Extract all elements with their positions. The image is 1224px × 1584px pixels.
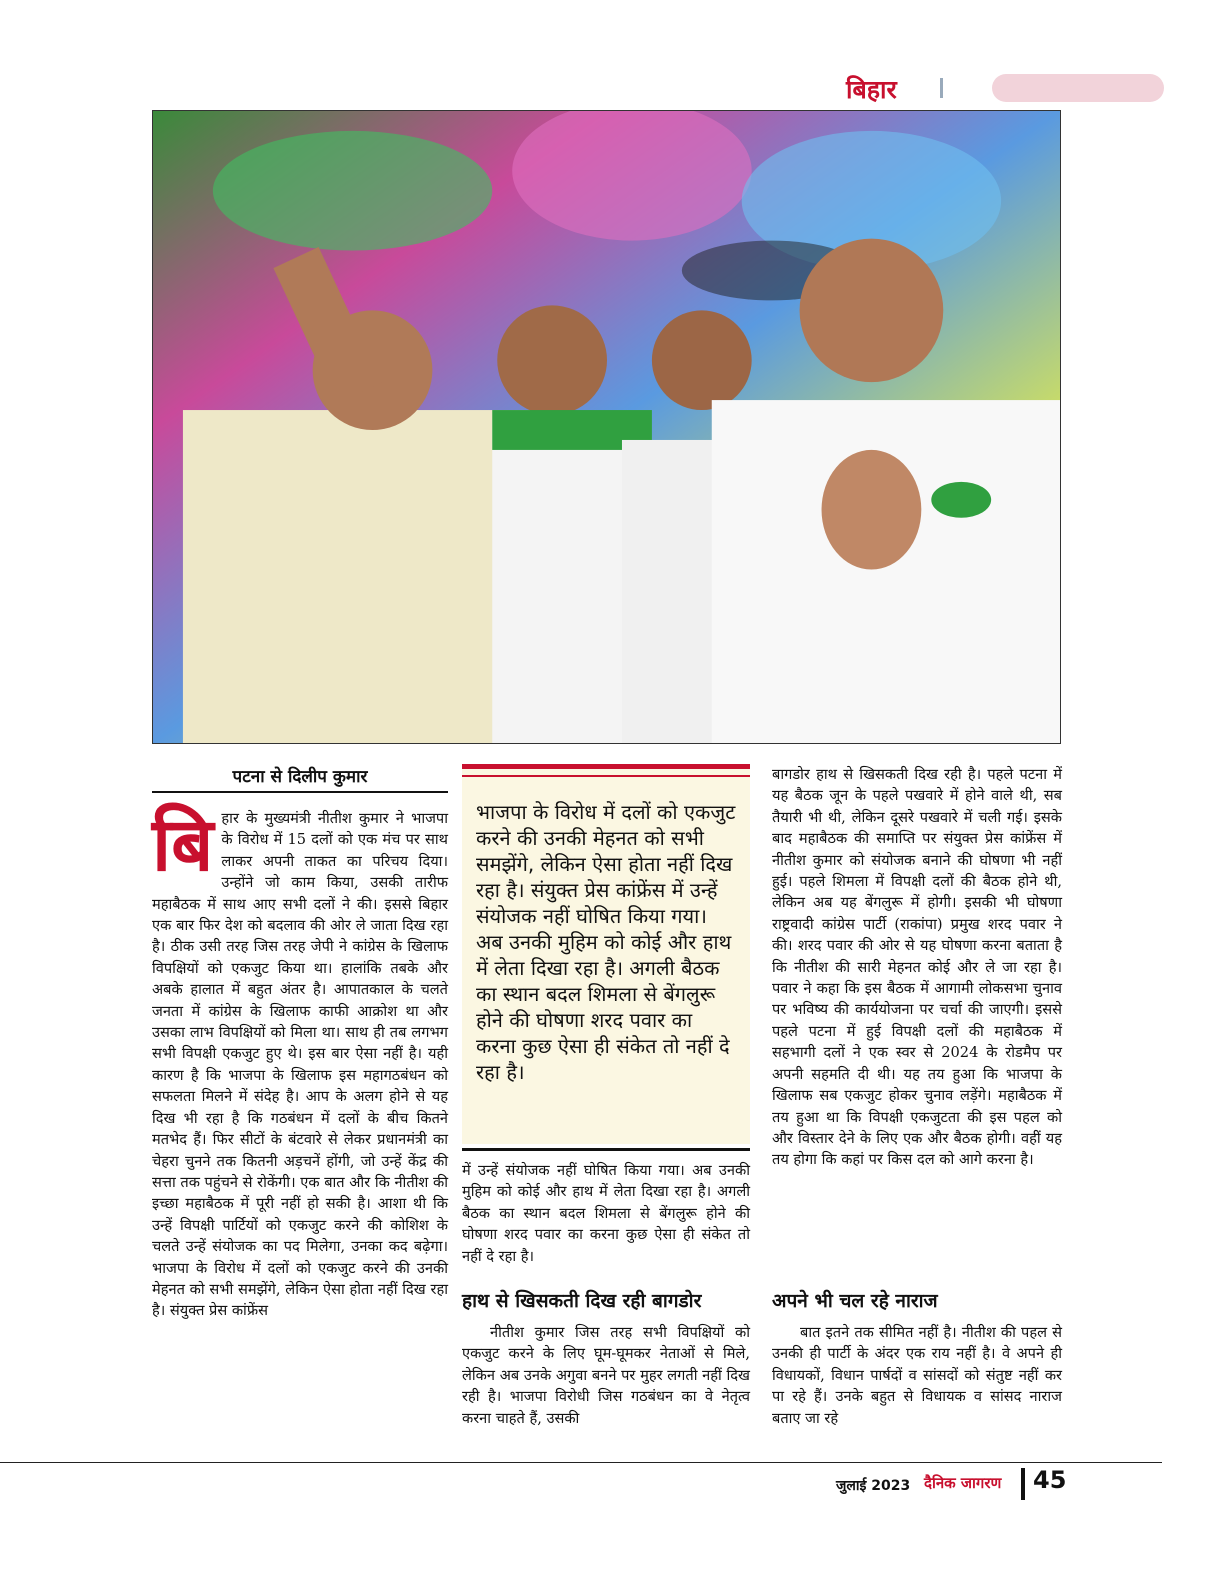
- pull-quote-box: [462, 764, 750, 1144]
- article-column-3-bottom: [772, 1322, 1062, 1429]
- section-label: बिहार: [846, 75, 897, 104]
- article-photo: [152, 110, 1061, 744]
- footer-divider: [1021, 1468, 1025, 1500]
- article-paragraph: बात इतने तक सीमित नहीं है। नीतीश की पहल से उनकी ही पार्टी के अंदर एक राय नहीं है। वे अपने ही विधायकों, विधान पार्षदों व सांसदों को संतुष्ट नहीं कर पा रहे हैं। उनके बहुत से विधायक व सांसद नाराज बताए जा रहे: [772, 1324, 1062, 1427]
- header-decoration: [992, 74, 1164, 102]
- article-column-1: [152, 802, 448, 1322]
- article-paragraph: में उन्हें संयोजक नहीं घोषित किया गया। अब उनकी मुहिम को कोई और हाथ में लेता दिखा रहा है। अगली बैठक का स्थान बदल शिमला से बेंगलुरू होने की घोषणा शरद पवार का करना कुछ ऐसा ही संकेत तो नहीं दे रहा है।: [462, 1162, 750, 1265]
- article-paragraph: बागडोर हाथ से खिसकती दिख रही है। पहले पटना में यह बैठक जून के पहले पखवारे में होने वाले थी, सब तैयारी भी थी, लेकिन दूसरे पखवारे में चली गई। इसके बाद महाबैठक की समाप्ति पर संयुक्त प्रेस कांफ्रेंस में नीतीश कुमार को संयोजक बनाने की घोषणा भी नहीं हुई। पहले शिमला में विपक्षी दलों की बैठक होने थी, लेकिन अब यह बेंगलुरू में होगी। इसकी भी घोषणा राष्ट्रवादी कांग्रेस पार्टी (राकांपा) प्रमुख शरद पवार ने की। शरद पवार की ओर से यह घोषणा करना बताता है कि नीतीश की सारी मेहनत कोई और ले जा रहा है। पवार ने कहा कि इस बैठक में आगामी लोकसभा चुनाव पर भविष्य की कार्ययोजना पर चर्चा की जाएगी। इससे पहले पटना में हुई विपक्षी दलों की महाबैठक में सहभागी दलों ने एक स्वर से 2024 के रोडमैप पर अपनी सहमति दी थी। यह तय हुआ कि भाजपा के खिलाफ सब एकजुट होकर चुनाव लड़ेंगे। महाबैठक में तय हुआ था कि विपक्षी एकजुटता की इस पहल को और विस्तार देने के लिए एक और बैठक होगी। वहीं यह तय होगा कि कहां पर किस दल को आगे करना है।: [772, 766, 1062, 1169]
- article-paragraph: नीतीश कुमार जिस तरह सभी विपक्षियों को एकजुट करने के लिए घूम-घूमकर नेताओं से मिले, लेकिन अब उनके अगुवा बनने पर मुहर लगती नहीं दिख रही है। भाजपा विरोधी जिस गठबंधन का वे नेतृत्व करना चाहते हैं, उसकी: [462, 1324, 750, 1427]
- page-number: 45: [1033, 1466, 1067, 1494]
- pull-quote: भाजपा के विरोध में दलों को एकजुट करने की उनकी मेहनत को सभी समझेंगे, लेकिन ऐसा होता नहीं दिख रहा है। संयुक्त प्रेस कांफ्रेंस में उन्हें संयोजक नहीं घोषित किया गया। अब उनकी मुहिम को कोई और हाथ में लेता दिखा रहा है। अगली बैठक का स्थान बदल शिमला से बेंगलुरू होने की घोषणा शरद पवार का करना कुछ ऐसा ही संकेत तो नहीं दे रहा है।: [476, 800, 736, 1084]
- publication-logo: दैनिक जागरण: [924, 1474, 1002, 1492]
- header-divider: [940, 78, 943, 98]
- article-column-3-top: [772, 764, 1062, 1171]
- photo-illustration: [153, 111, 1060, 743]
- subheading: अपने भी चल रहे नाराज: [772, 1290, 938, 1312]
- subheading: हाथ से खिसकती दिख रही बागडोर: [462, 1290, 702, 1312]
- issue-date: जुलाई 2023: [836, 1478, 911, 1494]
- article-paragraph: हार के मुख्यमंत्री नीतीश कुमार ने भाजपा के विरोध में 15 दलों को एक मंच पर साथ लाकर अपनी ताकत का परिचय दिया। उन्होंने जो काम किया, उसकी तारीफ महाबैठक में साथ आए सभी दलों ने की। इससे बिहार एक बार फिर देश को बदलाव की ओर ले जाता दिख रहा है। ठीक उसी तरह जिस तरह जेपी ने कांग्रेस के खिलाफ विपक्षियों को एकजुट किया था। हालांकि तबके और अबके हालात में बहुत अंतर है। आपातकाल के चलते जनता में कांग्रेस के खिलाफ काफी आक्रोश था और उसका लाभ विपक्षियों को मिला था। साथ ही तब लगभग सभी विपक्षी एकजुट हुए थे। इस बार ऐसा नहीं है। यही कारण है कि भाजपा के खिलाफ इस महागठबंधन को सफलता मिलने में संदेह है। आप के अलग होने से यह दिख भी रहा है कि गठबंधन में दलों के बीच कितने मतभेद हैं। फिर सीटों के बंटवारे से लेकर प्रधानमंत्री का चेहरा चुनने तक कितनी अड़चनें होंगी, जो उन्हें केंद्र की सत्ता तक पहुंचने से रोकेंगी। एक बात और कि नीतीश की इच्छा महाबैठक में पूरी नहीं हो सकी है। आशा थी कि उन्हें विपक्षी पार्टियों को एकजुट करने की कोशिश के चलते उन्हें संयोजक का पद मिलेगा, उनका कद बढ़ेगा। भाजपा के विरोध में दलों को एकजुट करने की उनकी मेहनत को सभी समझेंगे, लेकिन ऐसा होता नहीं दिख रहा है। संयुक्त प्रेस कांफ्रेंस: [152, 810, 448, 1320]
- footer-rule: [0, 1462, 1162, 1463]
- pull-quote-bottom-rule: [462, 1148, 750, 1151]
- drop-cap: बि: [152, 802, 214, 888]
- byline: पटना से दिलीप कुमार: [152, 764, 448, 793]
- article-column-2-bottom: [462, 1322, 750, 1429]
- pull-quote-rule: [462, 775, 750, 777]
- article-column-2-top: [462, 1160, 750, 1267]
